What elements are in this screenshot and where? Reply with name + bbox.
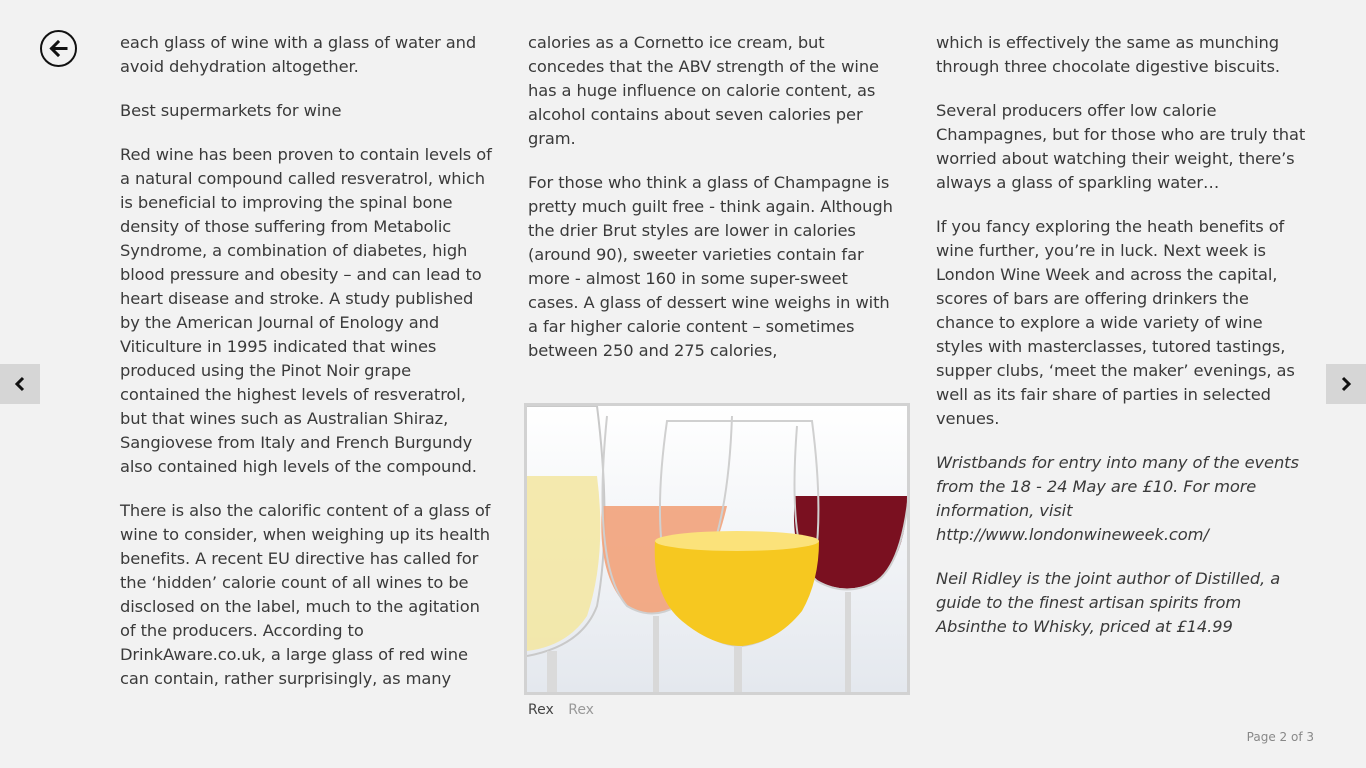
chevron-right-icon: [1338, 376, 1354, 392]
page-indicator: Page 2 of 3: [1246, 730, 1314, 744]
article-column-1: [120, 31, 495, 711]
author-bio-paragraph: Neil Ridley is the joint author of Distilled, a guide to the finest artisan spirits from Absinthe to Whisky, priced at £14.99: [936, 569, 1281, 636]
article-paragraph: each glass of wine with a glass of water and avoid dehydration altogether.: [120, 33, 477, 76]
article-paragraph: There is also the calorific content of a glass of wine to consider, when weighing up its health benefits. A recent EU directive has called for the ‘hidden’ calorie count of all wines to be disclosed on the label, much to the agitation of the producers. According to DrinkAware.co.uk, a large glass of red wine can contain, rather surprisingly, as many: [120, 501, 491, 688]
caption-text: Rex: [528, 702, 554, 718]
back-button[interactable]: [40, 30, 77, 67]
article-paragraph: Red wine has been proven to contain levels of a natural compound called resveratrol, which is beneficial to improving the spinal bone density of those suffering from Metabolic Syndrome, a combination of diabetes, high blood pressure and obesity – and can lead to heart disease and stroke. A study published by the American Journal of Enology and Viticulture in 1995 indicated that wines produced using the Pinot Noir grape contained the highest levels of resveratrol, but that wines such as Australian Shiraz, Sangiovese from Italy and French Burgundy also contained high levels of the compound.: [120, 145, 492, 476]
back-arrow-icon: [47, 37, 70, 60]
article-paragraph: calories as a Cornetto ice cream, but concedes that the ABV strength of the wine has a huge influence on calorie content, as alcohol contains about seven calories per gram.: [528, 33, 879, 148]
wine-glasses-illustration: [527, 406, 907, 692]
article-column-2: [528, 31, 903, 383]
article-subheading: Best supermarkets for wine: [120, 101, 342, 120]
next-page-button[interactable]: [1326, 364, 1366, 404]
chevron-left-icon: [12, 376, 28, 392]
events-info-paragraph: Wristbands for entry into many of the events from the 18 - 24 May are £10. For more information, visit http://www.londonwineweek.com/: [936, 453, 1299, 544]
image-credit: Rex: [568, 702, 594, 718]
article-column-3: [936, 31, 1311, 659]
article-paragraph: For those who think a glass of Champagne is pretty much guilt free - think again. Although the drier Brut styles are lower in calories (around 90), sweeter varieties contain far more - almost 160 in some super-sweet cases. A glass of dessert wine weighs in with a far higher calorie content – sometimes between 250 and 275 calories,: [528, 173, 893, 360]
article-paragraph: Several producers offer low calorie Champagnes, but for those who are truly that worried about watching their weight, there’s always a glass of sparkling water…: [936, 101, 1306, 192]
article-paragraph: If you fancy exploring the heath benefits of wine further, you’re in luck. Next week is London Wine Week and across the capital, scores of bars are offering drinkers the chance to explore a wide variety of wine styles with masterclasses, tutored tastings, supper clubs, ‘meet the maker’ evenings, as well as its fair share of parties in selected venues.: [936, 217, 1295, 428]
image-caption: [528, 700, 594, 720]
article-paragraph: which is effectively the same as munching through three chocolate digestive biscuits.: [936, 33, 1280, 76]
previous-page-button[interactable]: [0, 364, 40, 404]
wine-glasses-image: [524, 403, 910, 695]
